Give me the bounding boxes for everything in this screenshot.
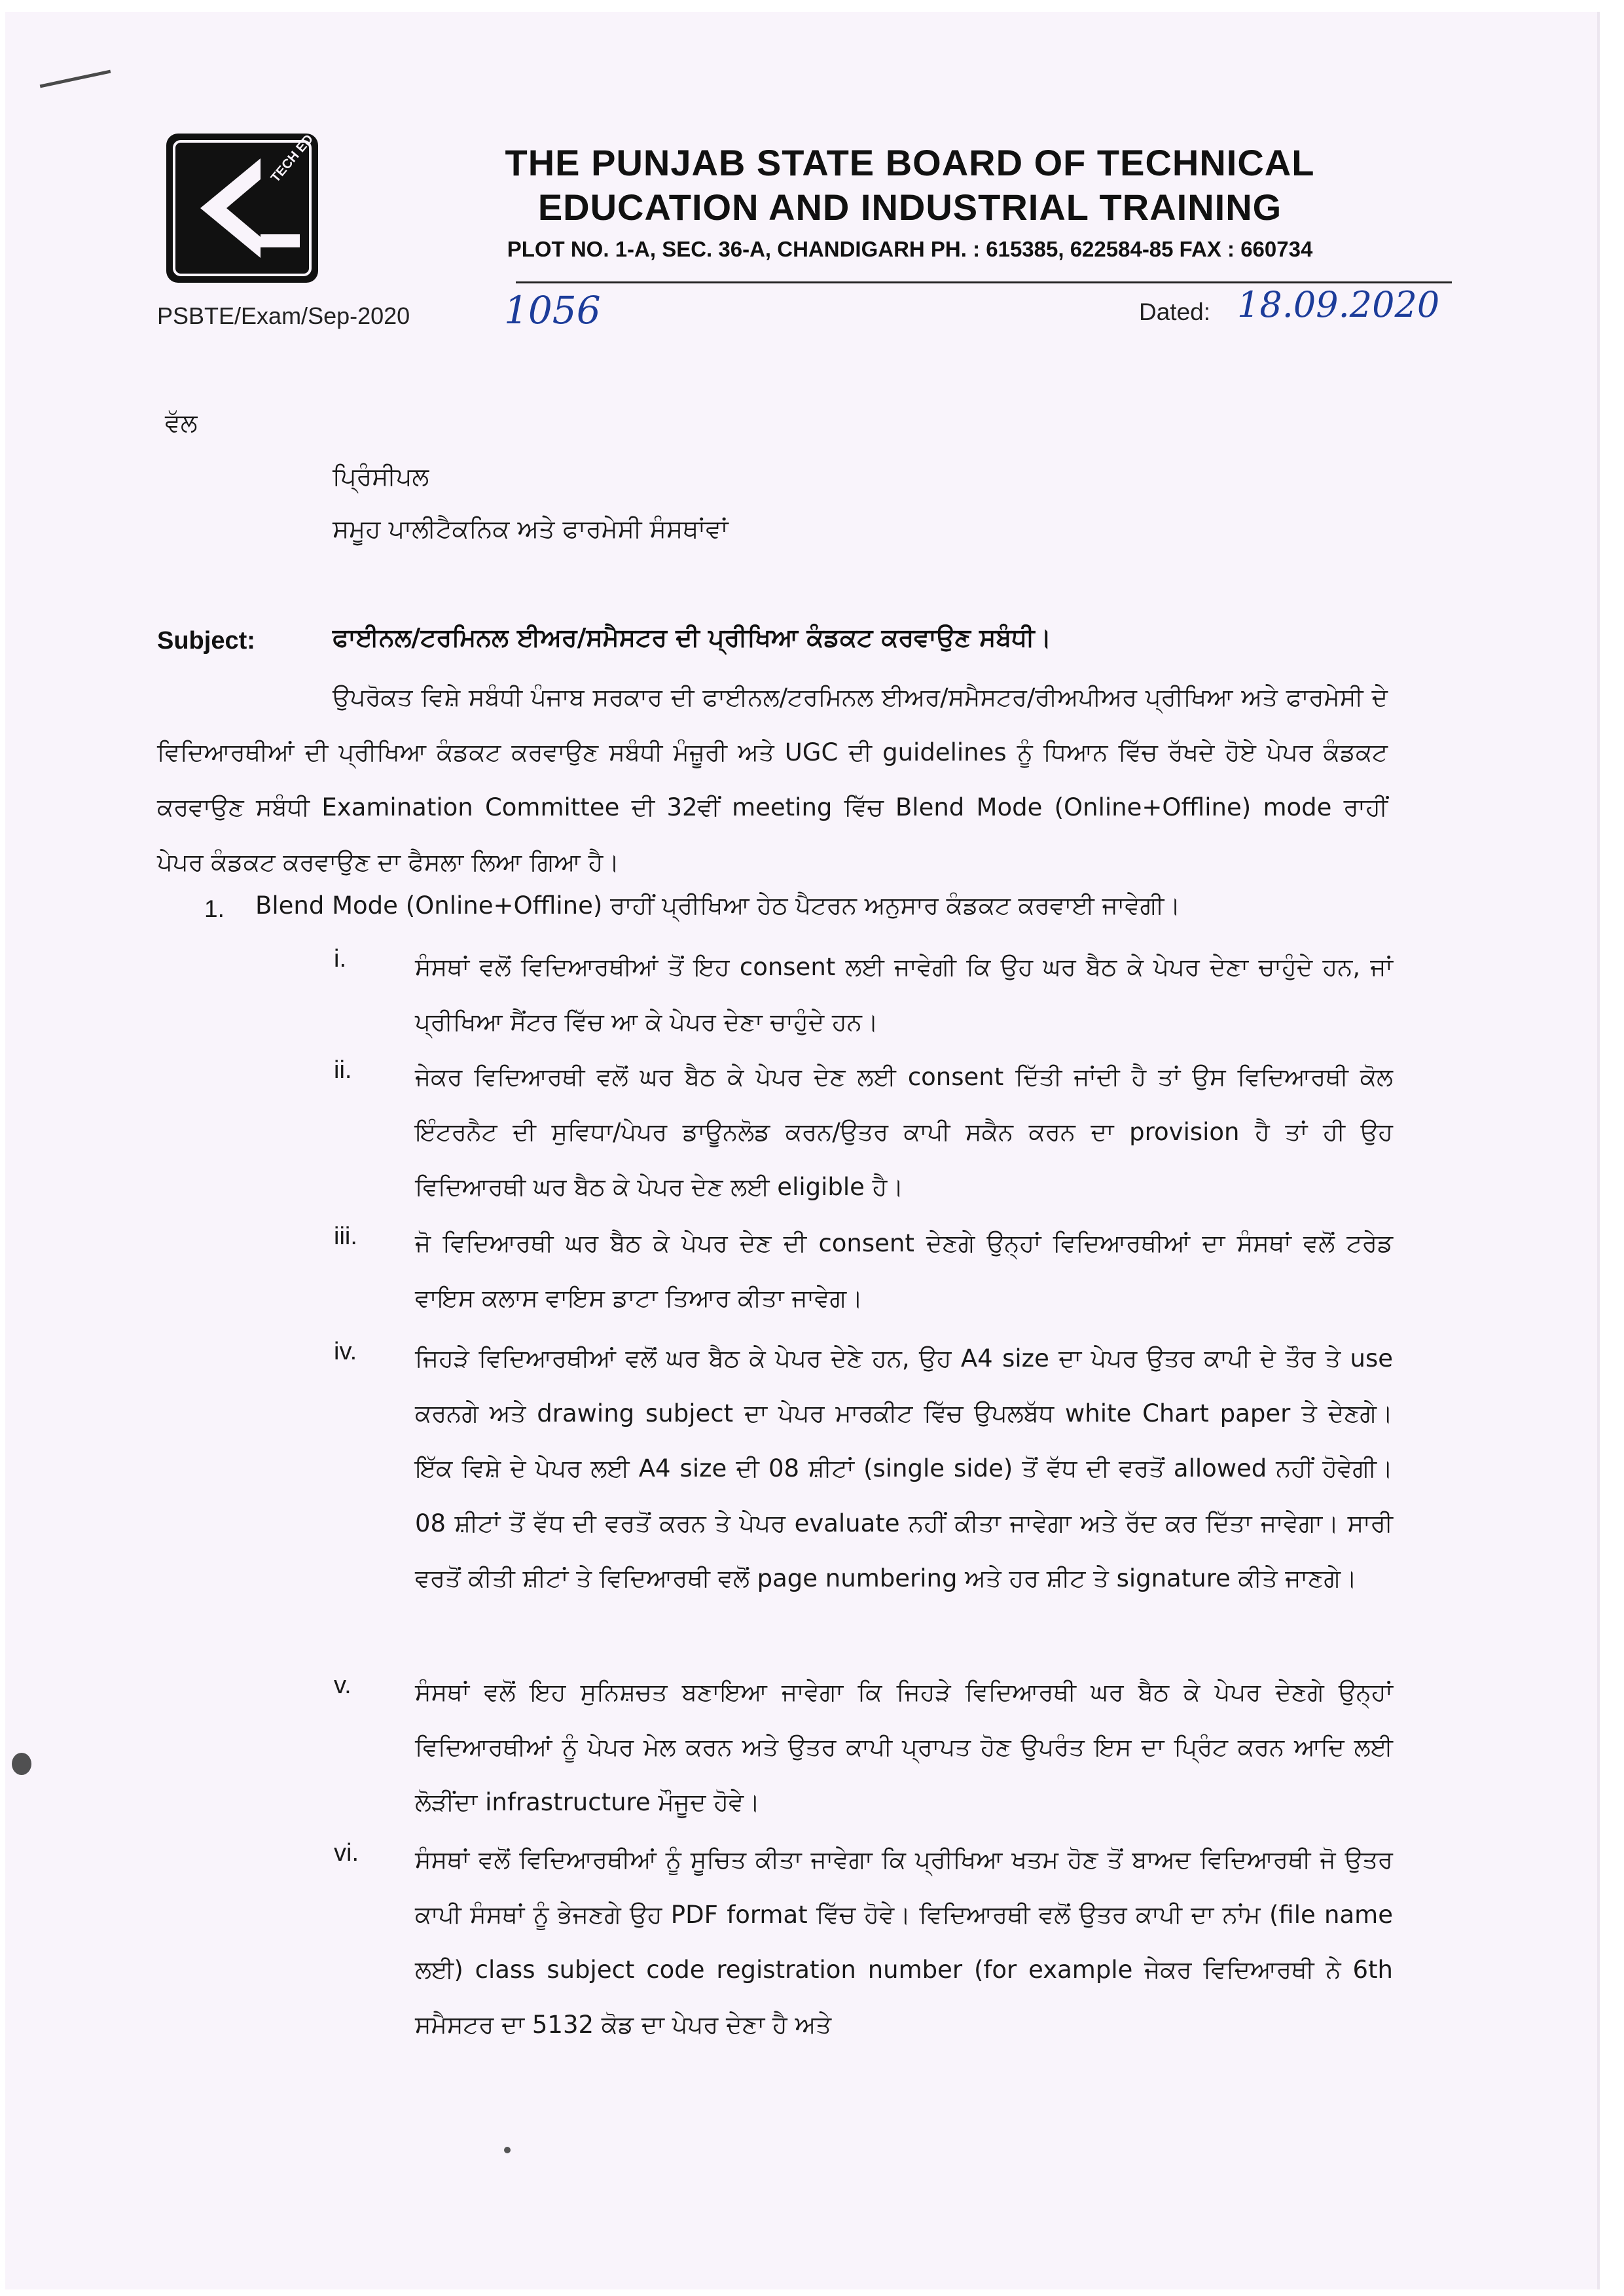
recipient-to: ਵੱਲ	[165, 408, 198, 437]
item-text: ਜਿਹੜੇ ਵਿਦਿਆਰਥੀਆਂ ਵਲੋਂ ਘਰ ਬੈਠ ਕੇ ਪੇਪਰ ਦੇਣੇ ਹਨ, ਉਹ A4 size ਦਾ ਪੇਪਰ ਉਤਰ ਕਾਪੀ ਦੇ ਤੌਰ ਤੇ use ਕਰਨਗੇ ਅਤੇ drawing subject ਦਾ ਪੇਪਰ ਮਾਰਕੀਟ ਵਿੱਚ ਉਪਲਬੱਧ white Chart paper ਤੇ ਦੇਣਗੇ। ਇੱਕ ਵਿਸ਼ੇ ਦੇ ਪੇਪਰ ਲਈ A4 size ਦੀ 08 ਸ਼ੀਟਾਂ (single side) ਤੋਂ ਵੱਧ ਦੀ ਵਰਤੋਂ allowed ਨਹੀਂ ਹੋਵੇਗੀ। 08 ਸ਼ੀਟਾਂ ਤੋਂ ਵੱਧ ਦੀ ਵਰਤੋਂ ਕਰਨ ਤੇ ਪੇਪਰ evaluate ਨਹੀਂ ਕੀਤਾ ਜਾਵੇਗਾ ਅਤੇ ਰੱਦ ਕਰ ਦਿੱਤਾ ਜਾਵੇਗਾ। ਸਾਰੀ ਵਰਤੋਂ ਕੀਤੀ ਸ਼ੀਟਾਂ ਤੇ ਵਿਦਿਆਰਥੀ ਵਲੋਂ page numbering ਅਤੇ ਹਰ ਸ਼ੀਟ ਤੇ signature ਕੀਤੇ ਜਾਣਗੇ।	[415, 1344, 1393, 1592]
recipient-line2: ਸਮੂਹ ਪਾਲੀਟੈਕਨਿਕ ਅਤੇ ਫਾਰਮੇਸੀ ਸੰਸਥਾਂਵਾਂ	[333, 514, 729, 543]
item-number: ii.	[334, 1056, 352, 1084]
item-text: ਜੇਕਰ ਵਿਦਿਆਰਥੀ ਵਲੋਂ ਘਰ ਬੈਠ ਕੇ ਪੇਪਰ ਦੇਣ ਲਈ consent ਦਿੱਤੀ ਜਾਂਦੀ ਹੈ ਤਾਂ ਉਸ ਵਿਦਿਆਰਥੀ ਕੋਲ ਇੰਟਰਨੈਟ ਦੀ ਸੁਵਿਧਾ/ਪੇਪਰ ਡਾਊਨਲੋਡ ਕਰਨ/ਉਤਰ ਕਾਪੀ ਸਕੈਨ ਕਰਨ ਦਾ provision ਹੈ ਤਾਂ ਹੀ ਉਹ ਵਿਦਿਆਰਥੀ ਘਰ ਬੈਠ ਕੇ ਪੇਪਰ ਦੇਣ ਲਈ eligible ਹੈ।	[415, 1063, 1393, 1201]
item-number: iii.	[334, 1223, 357, 1250]
item-number: iv.	[334, 1338, 357, 1365]
reference-number: 1056	[504, 288, 601, 332]
board-logo-icon	[162, 130, 322, 287]
item-number: i.	[334, 945, 346, 973]
item-number: vi.	[334, 1839, 359, 1867]
point1-text: Blend Mode (Online+Offline) ਰਾਹੀਂ ਪ੍ਰੀਖਿਆ ਹੇਠ ਪੈਟਰਨ ਅਨੁਸਾਰ ਕੰਡਕਟ ਕਰਵਾਈ ਜਾਵੇਗੀ।	[255, 891, 1181, 920]
item-text: ਸੰਸਥਾਂ ਵਲੋਂ ਇਹ ਸੁਨਿਸ਼ਚਤ ਬਣਾਇਆ ਜਾਵੇਗਾ ਕਿ ਜਿਹੜੇ ਵਿਦਿਆਰਥੀ ਘਰ ਬੈਠ ਕੇ ਪੇਪਰ ਦੇਣਗੇ ਉਨ੍ਹਾਂ ਵਿਦਿਆਰਥੀਆਂ ਨੂੰ ਪੇਪਰ ਮੇਲ ਕਰਨ ਅਤੇ ਉਤਰ ਕਾਪੀ ਪ੍ਰਾਪਤ ਹੋਣ ਉਪਰੰਤ ਇਸ ਦਾ ਪ੍ਰਿੰਟ ਕਰਨ ਆਦਿ ਲਈ ਲੋੜੀਂਦਾ infrastructure ਮੌਜੂਦ ਹੋਵੇ।	[415, 1678, 1393, 1816]
body-paragraph: ਉਪਰੋਕਤ ਵਿਸ਼ੇ ਸਬੰਧੀ ਪੰਜਾਬ ਸਰਕਾਰ ਦੀ ਫਾਈਨਲ/ਟਰਮਿਨਲ ਈਅਰ/ਸਮੈਸਟਰ/ਰੀਅਪੀਅਰ ਪ੍ਰੀਖਿਆ ਅਤੇ ਫਾਰਮੇਸੀ ਦੇ ਵਿਦਿਆਰਥੀਆਂ ਦੀ ਪ੍ਰੀਖਿਆ ਕੰਡਕਟ ਕਰਵਾਉਣ ਸਬੰਧੀ ਮੰਜ਼ੂਰੀ ਅਤੇ UGC ਦੀ guidelines ਨੂੰ ਧਿਆਨ ਵਿੱਚ ਰੱਖਦੇ ਹੋਏ ਪੇਪਰ ਕੰਡਕਟ ਕਰਵਾਉਣ ਸਬੰਧੀ Examination Committee ਦੀ 32ਵੀਂ meeting ਵਿੱਚ Blend Mode (Online+Offline) mode ਰਾਹੀਂ ਪੇਪਰ ਕੰਡਕਟ ਕਰਵਾਉਣ ਦਾ ਫੈਸਲਾ ਲਿਆ ਗਿਆ ਹੈ।	[157, 683, 1388, 876]
header-divider	[516, 281, 1452, 283]
board-address: PLOT NO. 1-A, SEC. 36-A, CHANDIGARH PH. : 615385, 622584-85 FAX : 660734	[507, 237, 1313, 261]
ink-dot	[504, 2147, 511, 2153]
ink-smudge	[12, 1753, 31, 1775]
logo-lettering: TECH ED	[268, 132, 317, 185]
item-text: ਸੰਸਥਾਂ ਵਲੋਂ ਵਿਦਿਆਰਥੀਆਂ ਤੋਂ ਇਹ consent ਲਈ ਜਾਵੇਗੀ ਕਿ ਉਹ ਘਰ ਬੈਠ ਕੇ ਪੇਪਰ ਦੇਣਾ ਚਾਹੁੰਦੇ ਹਨ, ਜਾਂ ਪ੍ਰੀਖਿਆ ਸੈਂਟਰ ਵਿੱਚ ਆ ਕੇ ਪੇਪਰ ਦੇਣਾ ਚਾਹੁੰਦੇ ਹਨ।	[415, 953, 1393, 1036]
dated-value: 18.09.2020	[1237, 284, 1440, 325]
recipient-line1: ਪ੍ਰਿੰਸੀਪਲ	[333, 462, 429, 491]
subject-label: Subject:	[157, 627, 255, 655]
reference-code: PSBTE/Exam/Sep-2020	[157, 302, 410, 329]
item-number: v.	[334, 1672, 352, 1699]
item-text: ਜੋ ਵਿਦਿਆਰਥੀ ਘਰ ਬੈਠ ਕੇ ਪੇਪਰ ਦੇਣ ਦੀ consent ਦੇਣਗੇ ਉਨ੍ਹਾਂ ਵਿਦਿਆਰਥੀਆਂ ਦਾ ਸੰਸਥਾਂ ਵਲੋਂ ਟਰੇਡ ਵਾਇਸ ਕਲਾਸ ਵਾਇਸ ਡਾਟਾ ਤਿਆਰ ਕੀਤਾ ਜਾਵੇਗ।	[415, 1229, 1393, 1312]
subject-text: ਫਾਈਨਲ/ਟਰਮਿਨਲ ਈਅਰ/ਸਮੈਸਟਰ ਦੀ ਪ੍ਰੀਖਿਆ ਕੰਡਕਟ ਕਰਵਾਉਣ ਸਬੰਧੀ।	[333, 623, 1052, 652]
board-name-line1: THE PUNJAB STATE BOARD OF TECHNICAL	[505, 142, 1315, 183]
point1-number: 1.	[204, 895, 225, 922]
item-text: ਸੰਸਥਾਂ ਵਲੋਂ ਵਿਦਿਆਰਥੀਆਂ ਨੂੰ ਸੂਚਿਤ ਕੀਤਾ ਜਾਵੇਗਾ ਕਿ ਪ੍ਰੀਖਿਆ ਖਤਮ ਹੋਣ ਤੋਂ ਬਾਅਦ ਵਿਦਿਆਰਥੀ ਜੋ ਉਤਰ ਕਾਪੀ ਸੰਸਥਾਂ ਨੂੰ ਭੇਜਣਗੇ ਉਹ PDF format ਵਿੱਚ ਹੋਵੇ। ਵਿਦਿਆਰਥੀ ਵਲੋਂ ਉਤਰ ਕਾਪੀ ਦਾ ਨਾਂਮ (file name ਲਈ) class subject code registration number (for example ਜੇਕਰ ਵਿਦਿਆਰਥੀ ਨੇ 6th ਸਮੈਸਟਰ ਦਾ 5132 ਕੋਡ ਦਾ ਪੇਪਰ ਦੇਣਾ ਹੈ ਅਤੇ	[415, 1846, 1393, 2039]
dated-label: Dated:	[1139, 298, 1211, 325]
board-name-line2: EDUCATION AND INDUSTRIAL TRAINING	[537, 187, 1282, 228]
